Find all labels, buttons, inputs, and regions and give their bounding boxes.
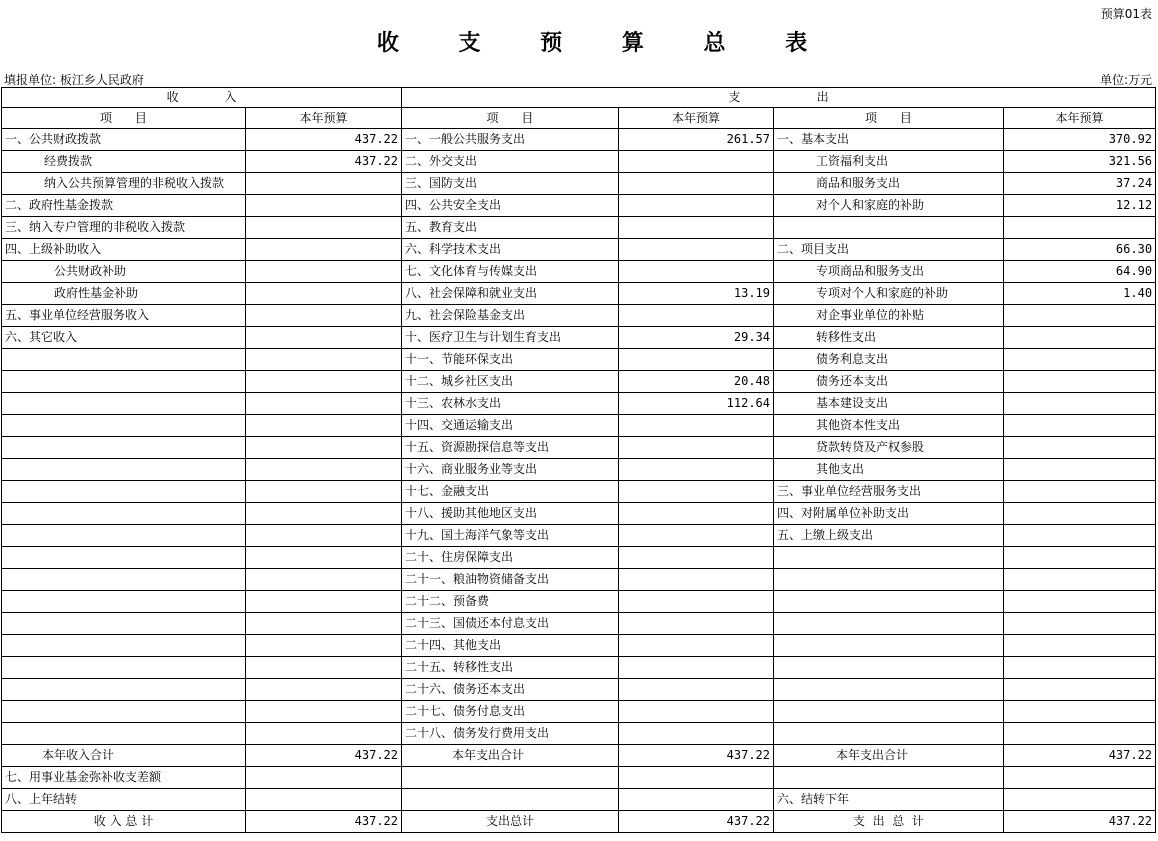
expense-item-cell: 三、国防支出 [402, 173, 619, 195]
income-budget-cell [246, 591, 402, 613]
income-item-cell [2, 679, 246, 701]
table-row [2, 525, 1156, 547]
expense-econ-item-cell: 对个人和家庭的补助 [774, 195, 1004, 217]
income-item-cell: 四、上级补助收入 [2, 239, 246, 261]
expense-econ-item-cell: 一、基本支出 [774, 129, 1004, 151]
income-item-cell [2, 701, 246, 723]
expense-econ-item-cell [774, 679, 1004, 701]
table-row [2, 547, 1156, 569]
table-row [2, 679, 1156, 701]
income-item-cell [2, 723, 246, 745]
income-budget-cell: 437.22 [246, 811, 402, 833]
income-budget-header: 本年预算 [246, 108, 402, 129]
expense-item-cell: 二十二、预备费 [402, 591, 619, 613]
expense-econ-item-cell: 四、对附属单位补助支出 [774, 503, 1004, 525]
income-item-cell [2, 415, 246, 437]
expense-econ-item-cell: 支 出 总 计 [774, 811, 1004, 833]
expense-budget-cell: 20.48 [619, 371, 774, 393]
expense-item-cell: 十九、国土海洋气象等支出 [402, 525, 619, 547]
expense-item-cell: 一、一般公共服务支出 [402, 129, 619, 151]
expense-item-cell: 二十八、债务发行费用支出 [402, 723, 619, 745]
currency-unit: 单位:万元 [1099, 73, 1152, 87]
income-budget-cell [246, 481, 402, 503]
income-budget-cell [246, 195, 402, 217]
table-row [2, 129, 1156, 151]
budget-table [1, 87, 1156, 833]
income-budget-cell [246, 613, 402, 635]
expense-econ-budget-cell [1004, 701, 1156, 723]
expense-econ-budget-cell [1004, 767, 1156, 789]
table-row [2, 657, 1156, 679]
income-budget-cell [246, 371, 402, 393]
expense-budget-cell [619, 525, 774, 547]
expense-econ-item-cell: 其他支出 [774, 459, 1004, 481]
income-budget-cell [246, 239, 402, 261]
expense-budget-cell [619, 701, 774, 723]
expense-econ-budget-cell [1004, 635, 1156, 657]
column-header-row [2, 108, 1156, 129]
income-budget-cell [246, 525, 402, 547]
expense-budget-cell [619, 261, 774, 283]
income-budget-cell [246, 569, 402, 591]
section-header-row [2, 88, 1156, 108]
expense-budget-cell [619, 547, 774, 569]
income-budget-cell [246, 547, 402, 569]
expense-econ-item-cell: 专项商品和服务支出 [774, 261, 1004, 283]
expense-econ-budget-cell: 437.22 [1004, 745, 1156, 767]
income-item-cell: 七、用事业基金弥补收支差额 [2, 767, 246, 789]
expense-econ-item-cell [774, 547, 1004, 569]
expense-econ-budget-cell: 437.22 [1004, 811, 1156, 833]
table-row [2, 811, 1156, 833]
income-item-cell: 三、纳入专户管理的非税收入拨款 [2, 217, 246, 239]
income-budget-cell [246, 173, 402, 195]
expense-budget-cell [619, 613, 774, 635]
expense-econ-item-cell: 商品和服务支出 [774, 173, 1004, 195]
expense-econ-budget-cell [1004, 437, 1156, 459]
expense-budget-cell [619, 415, 774, 437]
expense-item-cell: 十三、农林水支出 [402, 393, 619, 415]
expense-budget-cell [619, 195, 774, 217]
expense-econ-budget-cell: 1.40 [1004, 283, 1156, 305]
income-budget-cell [246, 767, 402, 789]
table-row [2, 261, 1156, 283]
table-row [2, 701, 1156, 723]
expense-econ-item-cell: 债务利息支出 [774, 349, 1004, 371]
expense-econ-budget-cell: 66.30 [1004, 239, 1156, 261]
income-item-cell [2, 459, 246, 481]
expense-budget-header: 本年预算 [619, 108, 774, 129]
expense-item-cell: 二十、住房保障支出 [402, 547, 619, 569]
income-budget-cell [246, 679, 402, 701]
income-item-cell: 公共财政补助 [2, 261, 246, 283]
income-budget-cell [246, 723, 402, 745]
table-row [2, 305, 1156, 327]
income-section-header: 收 入 [2, 88, 402, 108]
table-row [2, 745, 1156, 767]
expense-econ-item-cell: 本年支出合计 [774, 745, 1004, 767]
expense-econ-budget-cell: 12.12 [1004, 195, 1156, 217]
expense-budget-cell [619, 481, 774, 503]
expense-econ-item-cell [774, 613, 1004, 635]
expense-item-cell: 本年支出合计 [402, 745, 619, 767]
income-budget-cell [246, 349, 402, 371]
table-row [2, 349, 1156, 371]
income-item-cell: 经费拨款 [2, 151, 246, 173]
expense-econ-budget-cell [1004, 305, 1156, 327]
expense-econ-budget-cell [1004, 327, 1156, 349]
expense-item-cell [402, 767, 619, 789]
expense-econ-budget-cell [1004, 547, 1156, 569]
expense-econ-item-cell [774, 701, 1004, 723]
income-budget-cell: 437.22 [246, 129, 402, 151]
income-budget-cell [246, 437, 402, 459]
expense-item-cell: 二十六、债务还本支出 [402, 679, 619, 701]
income-item-cell: 纳入公共预算管理的非税收入拨款 [2, 173, 246, 195]
income-budget-cell [246, 305, 402, 327]
expense-budget-cell [619, 349, 774, 371]
expense-econ-budget-cell [1004, 525, 1156, 547]
income-budget-cell [246, 327, 402, 349]
expense-budget-cell: 13.19 [619, 283, 774, 305]
expense-section-header: 支 出 [402, 88, 1156, 108]
expense-budget-cell [619, 217, 774, 239]
income-budget-cell [246, 217, 402, 239]
income-budget-cell [246, 635, 402, 657]
expense-item-cell: 十八、援助其他地区支出 [402, 503, 619, 525]
expense-econ-item-cell [774, 767, 1004, 789]
expense-econ-budget-cell: 64.90 [1004, 261, 1156, 283]
expense-econ-item-cell: 其他资本性支出 [774, 415, 1004, 437]
income-item-cell [2, 371, 246, 393]
income-item-cell [2, 349, 246, 371]
table-row [2, 635, 1156, 657]
income-item-cell: 一、公共财政拨款 [2, 129, 246, 151]
table-row [2, 459, 1156, 481]
income-item-cell [2, 437, 246, 459]
expense-econ-budget-cell [1004, 723, 1156, 745]
table-row [2, 371, 1156, 393]
income-budget-cell [246, 261, 402, 283]
income-item-header: 项 目 [2, 108, 246, 129]
expense-item-cell: 八、社会保障和就业支出 [402, 283, 619, 305]
expense-item-cell: 六、科学技术支出 [402, 239, 619, 261]
expense-econ-budget-cell [1004, 415, 1156, 437]
income-item-cell [2, 657, 246, 679]
expense-budget-cell: 29.34 [619, 327, 774, 349]
expense-item-cell: 十七、金融支出 [402, 481, 619, 503]
expense-item-cell: 二十七、债务付息支出 [402, 701, 619, 723]
income-item-cell [2, 525, 246, 547]
table-row [2, 723, 1156, 745]
expense-budget-cell: 437.22 [619, 811, 774, 833]
expense-item-cell: 十四、交通运输支出 [402, 415, 619, 437]
expense-econ-budget-cell [1004, 459, 1156, 481]
expense-item-cell: 五、教育支出 [402, 217, 619, 239]
table-row [2, 173, 1156, 195]
expense-budget-cell [619, 151, 774, 173]
expense-item-cell: 十六、商业服务业等支出 [402, 459, 619, 481]
income-item-cell [2, 547, 246, 569]
expense-item-cell: 十、医疗卫生与计划生育支出 [402, 327, 619, 349]
income-item-cell [2, 393, 246, 415]
expense-econ-budget-cell [1004, 371, 1156, 393]
expense-item-cell: 二十四、其他支出 [402, 635, 619, 657]
table-row [2, 195, 1156, 217]
income-budget-cell: 437.22 [246, 745, 402, 767]
income-budget-cell: 437.22 [246, 151, 402, 173]
expense-econ-item-cell: 贷款转贷及产权参股 [774, 437, 1004, 459]
expense-econ-budget-cell [1004, 657, 1156, 679]
expense-budget-cell [619, 173, 774, 195]
income-item-cell: 六、其它收入 [2, 327, 246, 349]
expense-item-cell: 七、文化体育与传媒支出 [402, 261, 619, 283]
table-row [2, 283, 1156, 305]
expense-econ-budget-cell [1004, 481, 1156, 503]
expense-econ-item-cell: 工资福利支出 [774, 151, 1004, 173]
expense-econ-item-cell: 五、上缴上级支出 [774, 525, 1004, 547]
expense-econ-item-cell [774, 657, 1004, 679]
expense-econ-item-cell [774, 591, 1004, 613]
expense-item-cell: 十一、节能环保支出 [402, 349, 619, 371]
expense-budget-cell [619, 591, 774, 613]
expense-econ-item-cell: 基本建设支出 [774, 393, 1004, 415]
table-row [2, 393, 1156, 415]
expense-econ-budget-cell [1004, 679, 1156, 701]
expense-item-cell [402, 789, 619, 811]
income-item-cell [2, 569, 246, 591]
table-row [2, 481, 1156, 503]
expense-econ-item-cell: 专项对个人和家庭的补助 [774, 283, 1004, 305]
expense-budget-cell [619, 503, 774, 525]
income-item-cell: 二、政府性基金拨款 [2, 195, 246, 217]
table-row [2, 503, 1156, 525]
expense-item-cell: 十五、资源勘探信息等支出 [402, 437, 619, 459]
expense-econ-budget-cell: 37.24 [1004, 173, 1156, 195]
expense-econ-item-cell: 转移性支出 [774, 327, 1004, 349]
expense-econ-item-cell: 六、结转下年 [774, 789, 1004, 811]
income-item-cell [2, 481, 246, 503]
income-item-cell [2, 613, 246, 635]
expense-econ-budget-cell [1004, 393, 1156, 415]
table-row [2, 789, 1156, 811]
expense-budget-cell [619, 239, 774, 261]
expense-item-cell: 二十五、转移性支出 [402, 657, 619, 679]
income-budget-cell [246, 415, 402, 437]
income-item-cell: 政府性基金补助 [2, 283, 246, 305]
table-row [2, 327, 1156, 349]
table-row [2, 767, 1156, 789]
page-title: 收 支 预 算 总 表 [376, 30, 834, 56]
expense-econ-budget-cell: 370.92 [1004, 129, 1156, 151]
expense-econ-budget-header: 本年预算 [1004, 108, 1156, 129]
expense-econ-item-cell [774, 723, 1004, 745]
expense-econ-item-cell: 对企事业单位的补贴 [774, 305, 1004, 327]
expense-budget-cell: 261.57 [619, 129, 774, 151]
expense-budget-cell [619, 437, 774, 459]
income-item-cell: 本年收入合计 [2, 745, 246, 767]
income-budget-cell [246, 701, 402, 723]
table-row [2, 239, 1156, 261]
expense-econ-item-header: 项 目 [774, 108, 1004, 129]
income-budget-cell [246, 393, 402, 415]
expense-econ-item-cell: 三、事业单位经营服务支出 [774, 481, 1004, 503]
expense-item-header: 项 目 [402, 108, 619, 129]
expense-budget-cell [619, 459, 774, 481]
table-row [2, 217, 1156, 239]
reporting-unit: 填报单位: 板江乡人民政府 [4, 73, 144, 87]
expense-item-cell: 九、社会保险基金支出 [402, 305, 619, 327]
income-item-cell: 五、事业单位经营服务收入 [2, 305, 246, 327]
income-item-cell [2, 503, 246, 525]
income-budget-cell [246, 283, 402, 305]
expense-econ-budget-cell [1004, 789, 1156, 811]
income-budget-cell [246, 657, 402, 679]
expense-item-cell: 二、外交支出 [402, 151, 619, 173]
expense-econ-item-cell: 债务还本支出 [774, 371, 1004, 393]
income-item-cell [2, 591, 246, 613]
table-row [2, 569, 1156, 591]
expense-item-cell: 二十一、粮油物资储备支出 [402, 569, 619, 591]
income-item-cell [2, 635, 246, 657]
expense-budget-cell [619, 657, 774, 679]
expense-budget-cell [619, 789, 774, 811]
expense-econ-item-cell [774, 217, 1004, 239]
expense-item-cell: 支出总计 [402, 811, 619, 833]
expense-econ-budget-cell [1004, 349, 1156, 371]
expense-budget-cell [619, 723, 774, 745]
table-row [2, 415, 1156, 437]
table-row [2, 437, 1156, 459]
expense-budget-cell: 112.64 [619, 393, 774, 415]
expense-econ-budget-cell: 321.56 [1004, 151, 1156, 173]
expense-econ-budget-cell [1004, 217, 1156, 239]
expense-budget-cell: 437.22 [619, 745, 774, 767]
table-row [2, 151, 1156, 173]
expense-econ-budget-cell [1004, 613, 1156, 635]
expense-budget-cell [619, 305, 774, 327]
expense-item-cell: 二十三、国债还本付息支出 [402, 613, 619, 635]
income-item-cell: 八、上年结转 [2, 789, 246, 811]
income-budget-cell [246, 789, 402, 811]
table-row [2, 591, 1156, 613]
expense-econ-item-cell [774, 569, 1004, 591]
expense-budget-cell [619, 635, 774, 657]
expense-budget-cell [619, 569, 774, 591]
expense-econ-item-cell [774, 635, 1004, 657]
expense-budget-cell [619, 679, 774, 701]
expense-econ-budget-cell [1004, 569, 1156, 591]
expense-budget-cell [619, 767, 774, 789]
expense-item-cell: 四、公共安全支出 [402, 195, 619, 217]
income-budget-cell [246, 503, 402, 525]
form-number: 预算01表 [1100, 7, 1152, 21]
expense-econ-budget-cell [1004, 591, 1156, 613]
expense-item-cell: 十二、城乡社区支出 [402, 371, 619, 393]
expense-econ-item-cell: 二、项目支出 [774, 239, 1004, 261]
income-item-cell: 收 入 总 计 [2, 811, 246, 833]
table-row [2, 613, 1156, 635]
expense-econ-budget-cell [1004, 503, 1156, 525]
income-budget-cell [246, 459, 402, 481]
